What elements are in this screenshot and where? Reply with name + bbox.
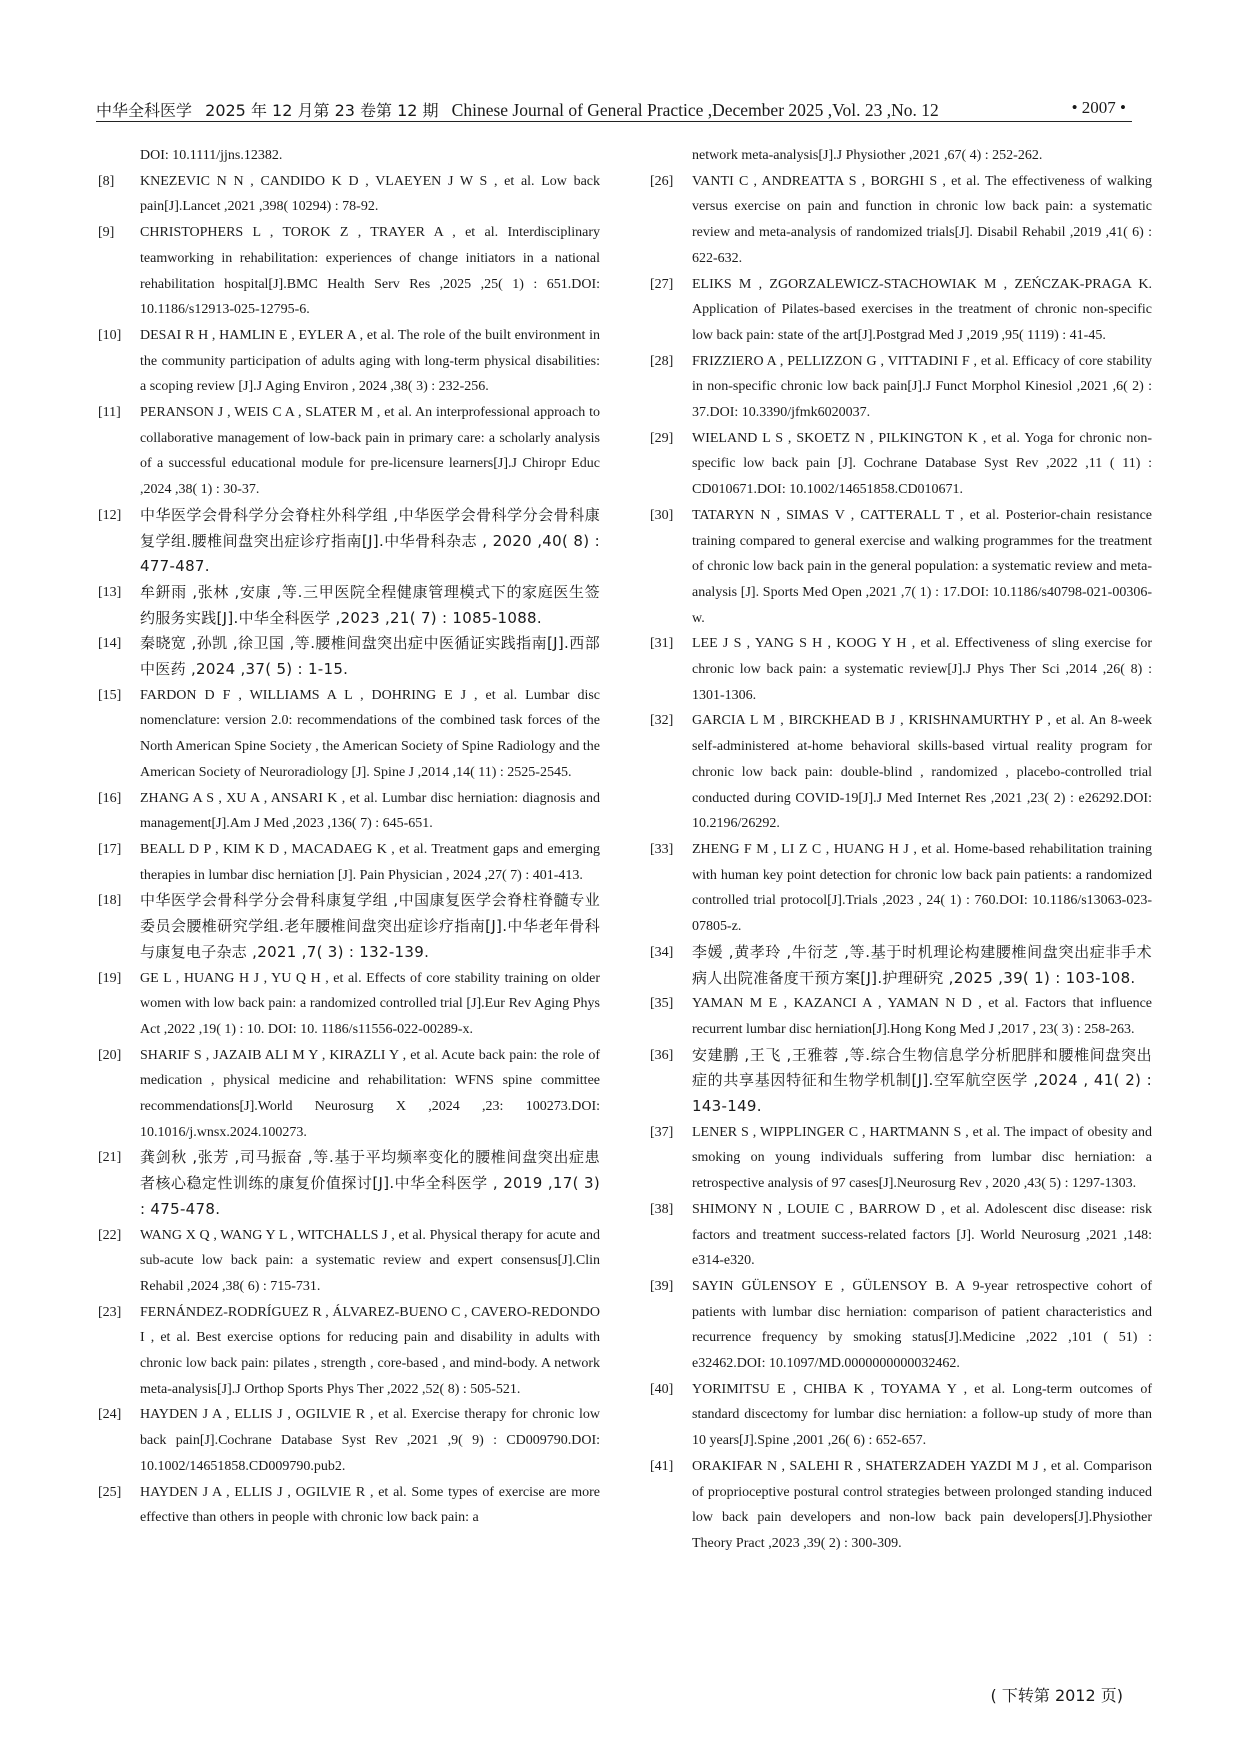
reference-entry — [98, 503, 600, 580]
reference-entry — [650, 991, 1152, 1042]
reference-number: [24] — [98, 1407, 122, 1423]
reference-text: ORAKIFAR N , SALEHI R , SHATERZADEH YAZDI M J , et al. Comparison of proprioceptive postural control strategies between prolonged standing induced low back pain developers and non-low back pain developers[J].Physiother Theory Pract ,2023 ,39( 2) : 300-309. — [692, 1458, 1152, 1551]
reference-text: 安建鹏 ,王飞 ,王雅蓉 ,等.综合生物信息学分析肥胖和腰椎间盘突出症的共享基因特征和生物学机制[J].空军航空医学 ,2024 , 41( 2) : 143-149. — [692, 1045, 1152, 1116]
reference-entry — [98, 1223, 600, 1300]
reference-entry — [140, 143, 600, 169]
reference-entry — [98, 323, 600, 400]
reference-text: PERANSON J , WEIS C A , SLATER M , et al. An interprofessional approach to collaborative management of low-back pain in primary care: a scholarly analysis of a successful educational module for pre-licensure learners[J].J Chiropr Educ ,2024 ,38( 1) : 30-37. — [140, 405, 600, 498]
reference-text: YAMAN M E , KAZANCI A , YAMAN N D , et al. Factors that influence recurrent lumbar disc herniation[J].Hong Kong Med J ,2017 , 23( 3) : 258-263. — [692, 996, 1152, 1037]
journal-title-en: Chinese Journal of General Practice ,December 2025 ,Vol. 23 ,No. 12 — [451, 100, 939, 120]
reference-number: [22] — [98, 1227, 122, 1243]
reference-entry — [98, 1480, 600, 1531]
reference-text: DESAI R H , HAMLIN E , EYLER A , et al. The role of the built environment in the community participation of adults aging with long-term physical disabilities: a scoping review [J].J Aging Environ , 2024 ,38( 3) : 232-256. — [140, 327, 600, 395]
reference-entry — [98, 1402, 600, 1479]
reference-text: FRIZZIERO A , PELLIZZON G , VITTADINI F , et al. Efficacy of core stability in non-specific chronic low back pain[J].J Funct Morphol Kinesiol ,2021 ,6( 2) : 37.DOI: 10.3390/jfmk6020037. — [692, 353, 1152, 421]
reference-text: TATARYN N , SIMAS V , CATTERALL T , et al. Posterior-chain resistance training compared to general exercise and walking programmes for the treatment of chronic low back pain in the general population: a systematic review and meta-analysis [J]. Sports Med Open ,2021 ,7( 1) : 17.DOI: 10.1186/s40798-021-00306-w. — [692, 507, 1152, 626]
reference-entry — [98, 888, 600, 965]
reference-text: ZHANG A S , XU A , ANSARI K , et al. Lumbar disc herniation: diagnosis and management[J].Am J Med ,2023 ,136( 7) : 645-651. — [140, 790, 600, 832]
reference-number: [41] — [650, 1458, 674, 1474]
reference-entry — [650, 349, 1152, 426]
reference-text: 李媛 ,黄孝玲 ,牛衍芝 ,等.基于时机理论构建腰椎间盘突出症非手术病人出院准备度干预方案[J].护理研究 ,2025 ,39( 1) : 103-108. — [692, 942, 1152, 987]
journal-title-cn: 中华全科医学 — [96, 101, 193, 120]
reference-number: [39] — [650, 1278, 674, 1294]
reference-number: [35] — [650, 996, 674, 1012]
reference-entry — [650, 426, 1152, 503]
reference-text: network meta-analysis[J].J Physiother ,2021 ,67( 4) : 252-262. — [692, 148, 1043, 163]
reference-number: [30] — [650, 507, 674, 523]
reference-entry — [98, 837, 600, 888]
reference-text: FERNÁNDEZ-RODRÍGUEZ R , ÁLVAREZ-BUENO C , CAVERO-REDONDO I , et al. Best exercise options for reducing pain and disability in adults with chronic low back pain: pilates , strength , core-based , and mind-body. A network meta-analysis[J].J Orthop Sports Phys Ther ,2022 ,52( 8) : 505-521. — [140, 1304, 600, 1397]
reference-entry — [650, 169, 1152, 272]
reference-text: LEE J S , YANG S H , KOOG Y H , et al. Effectiveness of sling exercise for chronic low back pain: a systematic review[J].J Phys Ther Sci ,2014 ,26( 8) : 1301-1306. — [692, 636, 1152, 703]
reference-entry — [692, 143, 1152, 169]
reference-number: [16] — [98, 790, 122, 806]
reference-text: KNEZEVIC N N , CANDIDO K D , VLAEYEN J W S , et al. Low back pain[J].Lancet ,2021 ,398( 10294) : 78-92. — [140, 173, 600, 215]
reference-entry — [98, 786, 600, 837]
reference-number: [33] — [650, 841, 674, 857]
reference-text: BEALL D P , KIM K D , MACADAEG K , et al. Treatment gaps and emerging therapies in lumbar disc herniation [J]. Pain Physician , 2024 ,27( 7) : 401-413. — [140, 841, 600, 883]
reference-text: YORIMITSU E , CHIBA K , TOYAMA Y , et al. Long-term outcomes of standard discectomy for lumbar disc herniation: a follow-up study of more than 10 years[J].Spine ,2001 ,26( 6) : 652-657. — [692, 1381, 1152, 1449]
reference-number: [36] — [650, 1047, 674, 1063]
reference-number: [9] — [98, 225, 115, 241]
reference-number: [14] — [98, 636, 122, 652]
reference-entry — [650, 272, 1152, 349]
reference-text: GARCIA L M , BIRCKHEAD B J , KRISHNAMURTHY P , et al. An 8-week self-administered at-home behavioral skills-based virtual reality program for chronic low back pain: double-blind , randomized , placebo-controlled trial conducted during COVID-19[J].J Med Internet Res ,2021 ,23( 2) : e26292.DOI: 10.2196/26292. — [692, 713, 1152, 832]
reference-entry — [98, 580, 600, 631]
reference-text: SAYIN GÜLENSOY E , GÜLENSOY B. A 9-year retrospective cohort of patients with lumbar disc herniation: comparison of patient characteristics and recurrence frequency by smoking status[J].Medicine ,2022 ,101 ( 51) : e32462.DOI: 10.1097/MD.0000000000032462. — [692, 1278, 1152, 1372]
reference-entry — [98, 400, 600, 503]
reference-text: WANG X Q , WANG Y L , WITCHALLS J , et al. Physical therapy for acute and sub-acute low back pain: a systematic review and expert consensus[J].Clin Rehabil ,2024 ,38( 6) : 715-731. — [140, 1227, 600, 1294]
reference-entry — [650, 1377, 1152, 1454]
reference-entry — [650, 837, 1152, 940]
reference-text: FARDON D F , WILLIAMS A L , DOHRING E J , et al. Lumbar disc nomenclature: version 2.0: recommendations of the combined task forces of the North American Spine Society , the American Society of Spine Radiology and the American Society of Neuroradiology [J]. Spine J ,2014 ,14( 11) : 2525-2545. — [140, 687, 600, 780]
reference-number: [8] — [98, 173, 115, 189]
reference-entry — [98, 683, 600, 786]
reference-entry — [98, 220, 600, 323]
reference-number: [25] — [98, 1484, 122, 1500]
reference-entry — [98, 1300, 600, 1403]
reference-number: [38] — [650, 1201, 674, 1217]
reference-number: [12] — [98, 507, 122, 523]
reference-number: [18] — [98, 893, 122, 909]
reference-entry — [98, 1043, 600, 1146]
reference-text: DOI: 10.1111/jjns.12382. — [140, 148, 283, 163]
reference-number: [37] — [650, 1124, 674, 1140]
reference-number: [10] — [98, 327, 122, 343]
reference-number: [27] — [650, 276, 674, 292]
reference-text: 秦晓宽 ,孙凯 ,徐卫国 ,等.腰椎间盘突出症中医循证实践指南[J].西部中医药 ,2024 ,37( 5) : 1-15. — [140, 634, 600, 679]
reference-entry — [650, 708, 1152, 837]
reference-text: 中华医学会骨科学分会骨科康复学组 ,中国康复医学会脊柱脊髓专业委员会腰椎研究学组.老年腰椎间盘突出症诊疗指南[J].中华老年骨科与康复电子杂志 ,2021 ,7( 3) : 132-139. — [140, 891, 600, 961]
reference-text: WIELAND L S , SKOETZ N , PILKINGTON K , et al. Yoga for chronic non-specific low back pain [J]. Cochrane Database Syst Rev ,2022 ,11 ( 11) : CD010671.DOI: 10.1002/14651858.CD010671. — [692, 430, 1152, 498]
reference-entry — [650, 1197, 1152, 1274]
reference-entry — [650, 1454, 1152, 1557]
reference-number: [34] — [650, 944, 674, 960]
reference-number: [13] — [98, 584, 122, 600]
reference-entry — [98, 631, 600, 682]
reference-number: [17] — [98, 841, 122, 857]
page-number: • 2007 • — [1071, 98, 1126, 117]
running-header — [96, 97, 1132, 122]
reference-entry — [98, 169, 600, 220]
reference-column-left — [98, 143, 600, 1531]
reference-number: [32] — [650, 713, 674, 729]
reference-entry — [650, 940, 1152, 991]
reference-column-right — [650, 143, 1152, 1557]
reference-text: VANTI C , ANDREATTA S , BORGHI S , et al. The effectiveness of walking versus exercise on pain and function in chronic low back pain: a systematic review and meta-analysis of randomized trials[J]. Disabil Rehabil ,2019 ,41( 6) : 622-632. — [692, 173, 1152, 266]
continued-note: ( 下转第 2012 页) — [990, 1686, 1123, 1705]
reference-number: [31] — [650, 636, 674, 652]
issue-info-cn: 2025 年 12 月第 23 卷第 12 期 — [205, 101, 439, 120]
reference-number: [20] — [98, 1047, 122, 1063]
reference-text: ELIKS M , ZGORZALEWICZ-STACHOWIAK M , ZEŃCZAK-PRAGA K. Application of Pilates-based exercises in the treatment of chronic non-specific low back pain: state of the art[J].Postgrad Med J ,2019 ,95( 1119) : 41-45. — [692, 276, 1152, 343]
reference-entry — [650, 631, 1152, 708]
reference-number: [15] — [98, 687, 122, 703]
reference-entry — [650, 1274, 1152, 1377]
reference-number: [21] — [98, 1150, 122, 1166]
reference-text: SHARIF S , JAZAIB ALI M Y , KIRAZLI Y , et al. Acute back pain: the role of medication , physical medicine and rehabilitation: WFNS spine committee recommendations[J].World Neurosurg X ,2024 ,23: 100273.DOI: 10.1016/j.wnsx.2024.100273. — [140, 1047, 600, 1140]
reference-text: SHIMONY N , LOUIE C , BARROW D , et al. Adolescent disc disease: risk factors and treatment success-related factors [J]. World Neurosurg ,2021 ,148: e314-e320. — [692, 1201, 1152, 1269]
reference-number: [23] — [98, 1304, 122, 1320]
reference-text: HAYDEN J A , ELLIS J , OGILVIE R , et al. Some types of exercise are more effective than others in people with chronic low back pain: a — [140, 1484, 600, 1526]
reference-text: GE L , HUANG H J , YU Q H , et al. Effects of core stability training on older women with low back pain: a randomized controlled trial [J].Eur Rev Aging Phys Act ,2022 ,19( 1) : 10. DOI: 10. 1186/s11556-022-00289-x. — [140, 970, 600, 1037]
header-journal-info — [96, 98, 939, 121]
reference-number: [28] — [650, 353, 674, 369]
reference-text: HAYDEN J A , ELLIS J , OGILVIE R , et al. Exercise therapy for chronic low back pain[J].Cochrane Database Syst Rev ,2021 ,9( 9) : CD009790.DOI: 10.1002/14651858.CD009790.pub2. — [140, 1407, 600, 1474]
reference-entry — [650, 1120, 1152, 1197]
reference-entry — [98, 1145, 600, 1222]
reference-entry — [98, 966, 600, 1043]
reference-number: [26] — [650, 173, 674, 189]
reference-text: ZHENG F M , LI Z C , HUANG H J , et al. Home-based rehabilitation training with human key point detection for chronic low back pain patients: a randomized controlled trial protocol[J].Trials ,2023 , 24( 1) : 760.DOI: 10.1186/s13063-023-07805-z. — [692, 841, 1152, 935]
reference-number: [11] — [98, 405, 121, 421]
reference-text: 牟鈃雨 ,张林 ,安康 ,等.三甲医院全程健康管理模式下的家庭医生签约服务实践[J].中华全科医学 ,2023 ,21( 7) : 1085-1088. — [140, 582, 600, 627]
reference-entry — [650, 1043, 1152, 1120]
reference-text: 中华医学会骨科学分会脊柱外科学组 ,中华医学会骨科学分会骨科康复学组.腰椎间盘突出症诊疗指南[J].中华骨科杂志 , 2020 ,40( 8) : 477-487. — [140, 505, 600, 576]
reference-number: [40] — [650, 1381, 674, 1397]
reference-number: [19] — [98, 970, 122, 986]
reference-text: LENER S , WIPPLINGER C , HARTMANN S , et al. The impact of obesity and smoking on young individuals suffering from lumbar disc herniation: a retrospective analysis of 97 cases[J].Neurosurg Rev , 2020 ,43( 5) : 1297-1303. — [692, 1124, 1152, 1192]
reference-text: CHRISTOPHERS L , TOROK Z , TRAYER A , et al. Interdisciplinary teamworking in rehabilitation: experiences of change initiators in a national rehabilitation hospital[J].BMC Health Serv Res ,2025 ,25( 1) : 651.DOI: 10.1186/s12913-025-12795-6. — [140, 225, 600, 318]
reference-number: [29] — [650, 430, 674, 446]
reference-entry — [650, 503, 1152, 632]
reference-text: 龚剑秋 ,张芳 ,司马振奋 ,等.基于平均频率变化的腰椎间盘突出症患者核心稳定性训练的康复价值探讨[J].中华全科医学 , 2019 ,17( 3) : 475-478. — [140, 1148, 600, 1218]
